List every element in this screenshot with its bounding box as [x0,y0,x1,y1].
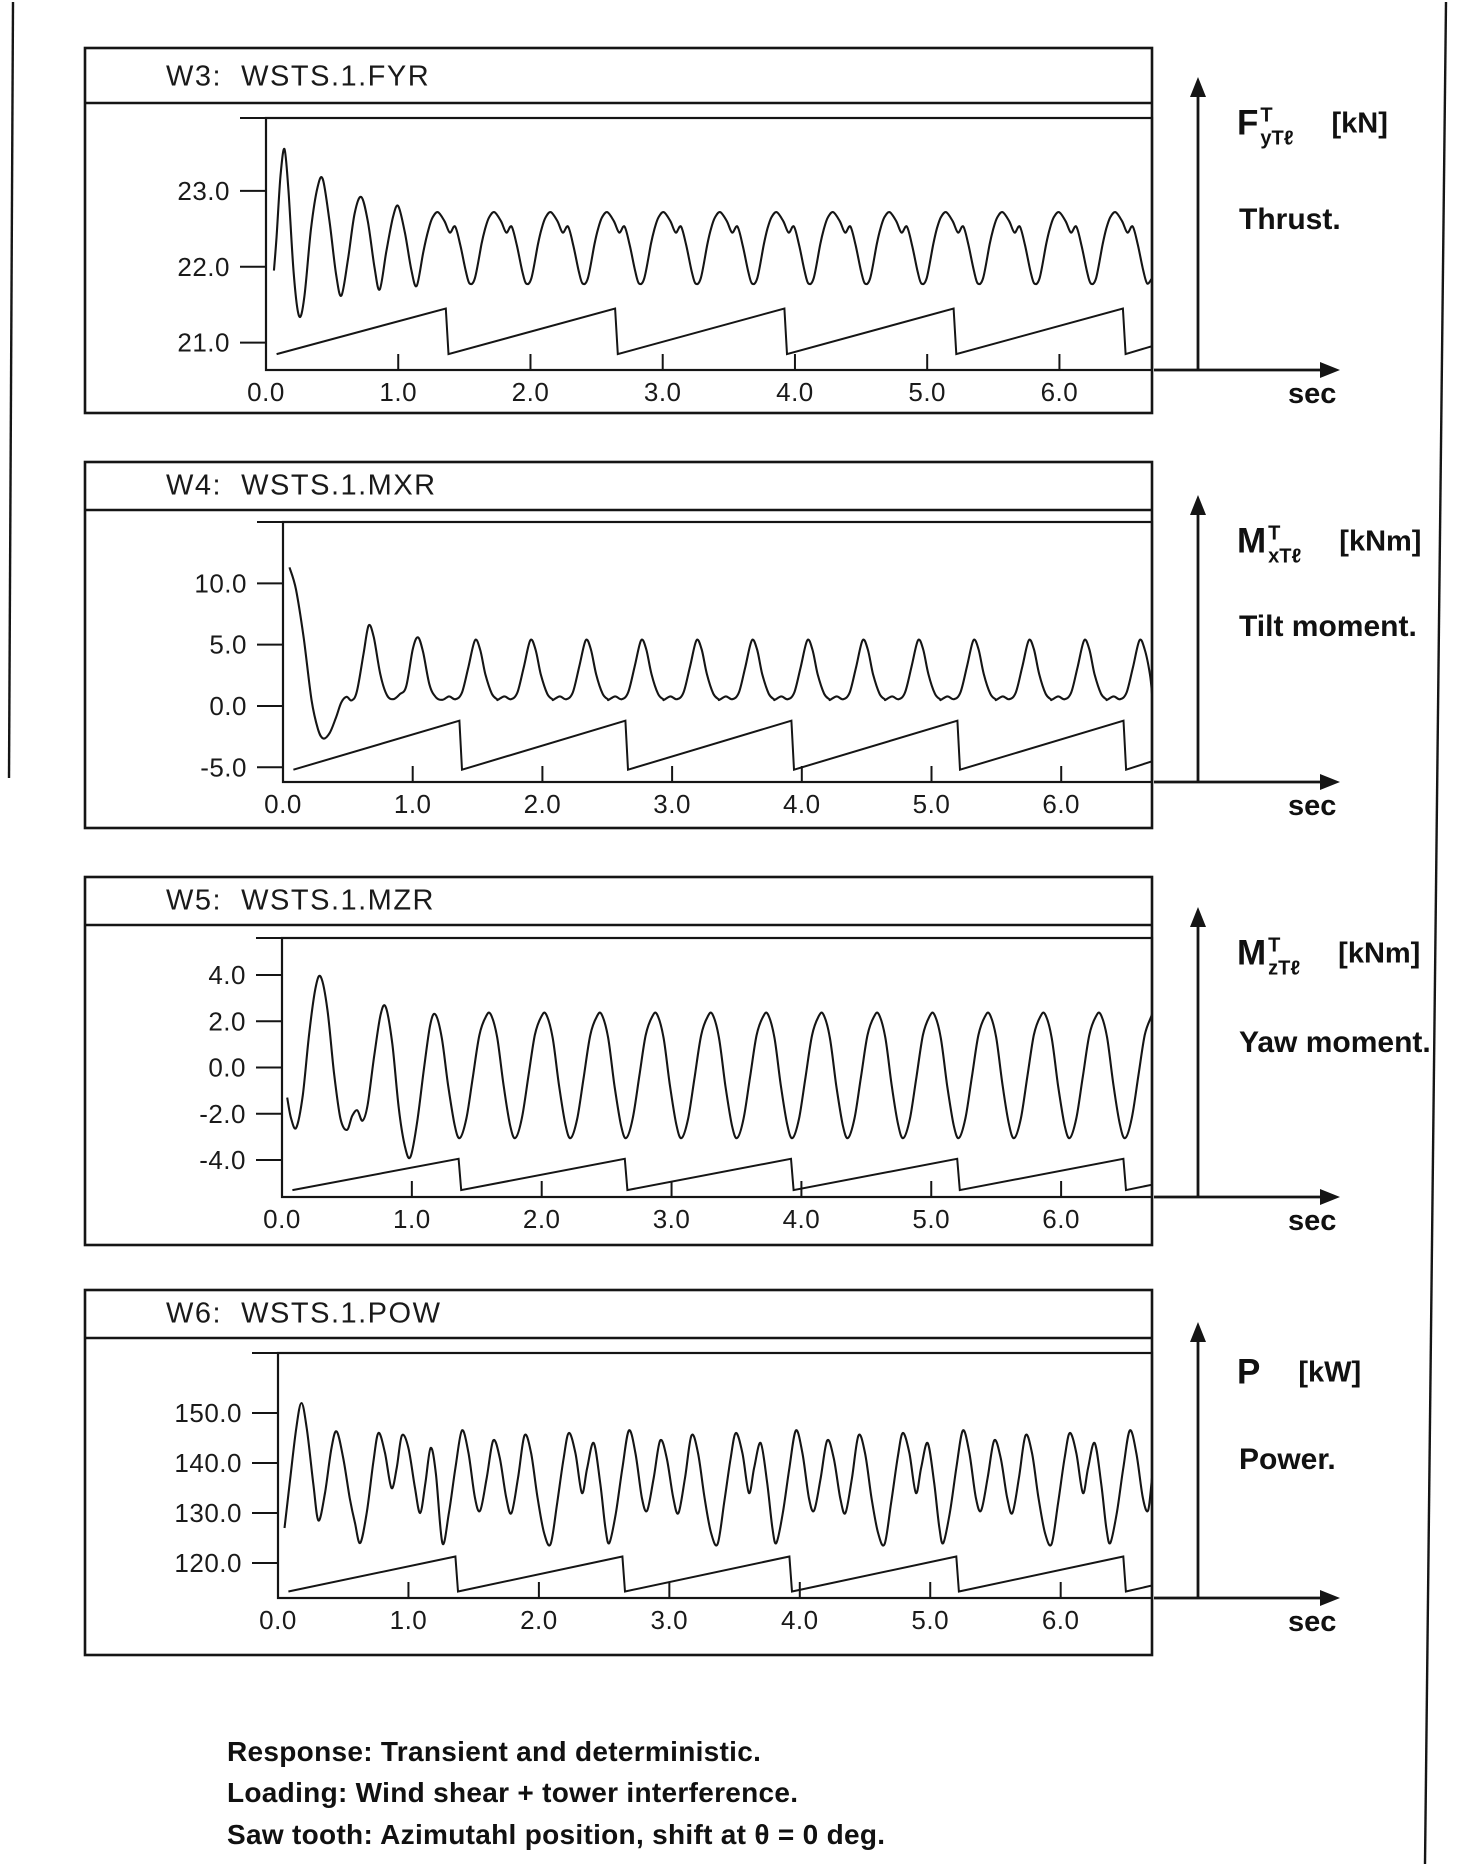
panel-w5-xtick-label: 3.0 [652,1204,691,1234]
panel-w3-xtick-label: 0.0 [247,377,285,407]
panel-w6-ytick-label: 150.0 [174,1398,242,1428]
symbol-sup: T [1268,522,1281,545]
panel-w6-xtick-label: 5.0 [911,1605,950,1635]
unit-label-thrust [1237,103,1388,150]
panel-w3-ytick-label: 22.0 [177,251,230,282]
caption-response-line: Response: Transient and deterministic. [227,1736,762,1767]
panel-title-w6: W6: WSTS.1.POW [166,1297,442,1330]
panel-w5-xtick-label: 6.0 [1042,1204,1080,1234]
panel-w3-xtick-label: 4.0 [776,377,814,407]
panel-w6-xtick-label: 6.0 [1041,1605,1080,1635]
panel-w5-xtick-label: 0.0 [263,1204,301,1234]
panel-w6-xtick-label: 1.0 [389,1605,428,1635]
page-border-left [9,2,13,778]
panel-w3-time-axis-arrowhead [1320,362,1340,378]
unit-kNm: [kNm] [1338,937,1421,970]
panel-w3-xtick-label: 6.0 [1040,377,1079,407]
symbol-sup: T [1268,934,1281,957]
panel-w5-ytick-label: -4.0 [199,1145,246,1175]
panel-w5-xtick-label: 5.0 [912,1204,951,1234]
unit-kN: [kN] [1331,107,1388,140]
unit-label-power [1237,1352,1362,1392]
panel-w6-xtick-label: 4.0 [780,1605,819,1635]
panel-w4-xtick-label: 6.0 [1042,789,1081,819]
panel-title-w3: W3: WSTS.1.FYR [166,60,431,93]
panel-w5-response-curve [287,976,1152,1158]
symbol-M: M [1237,933,1267,973]
time-unit-label-w6: sec [1288,1606,1337,1638]
panel-w6-axes-frame [278,1353,1152,1598]
panel-w3-axes-frame [266,118,1152,370]
panel-w6-ytick-label: 130.0 [174,1498,242,1528]
time-unit-label-w4: sec [1288,790,1337,822]
symbol-sup: T [1260,104,1273,127]
symbol-sub: xTℓ [1268,545,1302,568]
panel-w6-xtick-label: 3.0 [650,1605,689,1635]
panel-w3-azimuth-sawtooth-curve [277,309,1152,355]
panel-w4-time-axis-arrowhead [1320,774,1340,790]
panel-w4-xtick-label: 3.0 [653,789,691,819]
panel-w6-ytick-label: 140.0 [174,1448,242,1478]
panel-w5-azimuth-sawtooth-curve [292,1159,1152,1190]
panel-w4-xtick-label: 4.0 [782,789,821,819]
panel-w4-xtick-label: 2.0 [523,789,562,819]
symbol-P: P [1237,1352,1261,1392]
panel-w6-azimuth-sawtooth-curve [288,1557,1152,1592]
symbol-F: F [1237,103,1259,143]
panel-w5-time-axis-arrowhead [1320,1189,1340,1205]
panel-w3-xtick-label: 1.0 [379,377,418,407]
symbol-sub: zTℓ [1268,957,1301,980]
panel-w3-response-curve [274,149,1152,317]
panel-w4-ytick-label: 0.0 [209,690,247,721]
panel-title-w4: W4: WSTS.1.MXR [166,469,437,502]
caption-loading-line: Loading: Wind shear + tower interference. [227,1777,799,1808]
panel-w3-unit-axis-arrowhead [1190,77,1206,97]
quantity-desc-yaw: Yaw moment. [1239,1026,1431,1059]
panel-w6-unit-axis-arrowhead [1190,1322,1206,1342]
panel-title-w5: W5: WSTS.1.MZR [166,884,435,917]
symbol-M: M [1237,521,1267,561]
panel-w6-xtick-label: 2.0 [520,1605,558,1635]
panel-w5-ytick-label: 2.0 [208,1006,246,1037]
panel-w3-xtick-label: 2.0 [511,377,550,407]
unit-kW: [kW] [1298,1356,1362,1389]
panel-w4-xtick-label: 0.0 [264,789,302,819]
quantity-desc-thrust: Thrust. [1239,203,1341,236]
panel-w3-ytick-label: 23.0 [177,175,230,206]
panel-w6-border [85,1290,1152,1655]
unit-label-yaw [1237,933,1421,980]
panel-w5-ytick-label: 0.0 [208,1052,246,1083]
unit-kNm: [kNm] [1339,525,1422,558]
panel-w3-xtick-label: 5.0 [908,377,947,407]
panel-w4-ytick-label: -5.0 [200,752,247,783]
panel-w6-response-curve [285,1403,1152,1546]
panel-w4-xtick-label: 1.0 [393,789,432,819]
panel-w5-axes-frame [282,938,1152,1197]
panel-w5-ytick-label: -2.0 [199,1098,246,1129]
panel-w4-ytick-label: 10.0 [194,568,247,599]
panel-w4-ytick-label: 5.0 [209,629,247,660]
panel-w4-azimuth-sawtooth-curve [293,721,1152,770]
unit-label-tilt [1237,521,1422,568]
caption-sawtooth-line: Saw tooth: Azimutahl position, shift at θ = 0 deg. [227,1819,886,1850]
panel-w5-xtick-label: 1.0 [393,1204,431,1234]
panel-w5-xtick-label: 4.0 [782,1204,821,1234]
panel-w6-time-axis-arrowhead [1320,1590,1340,1606]
panel-w5-ytick-label: 4.0 [208,960,246,990]
panel-w4-xtick-label: 5.0 [912,789,951,819]
panel-w5-unit-axis-arrowhead [1190,907,1206,927]
page-border-right [1425,2,1446,1864]
panel-w3-ytick-label: 21.0 [177,327,230,358]
time-unit-label-w5: sec [1288,1205,1337,1237]
panel-w4-response-curve [289,567,1152,738]
quantity-desc-power: Power. [1239,1443,1336,1476]
time-unit-label-w3: sec [1288,378,1337,410]
panel-w4-unit-axis-arrowhead [1190,495,1206,515]
panel-w3-xtick-label: 3.0 [643,377,682,407]
quantity-desc-tilt: Tilt moment. [1239,610,1417,643]
panel-w5-xtick-label: 2.0 [522,1204,561,1234]
symbol-sub: yTℓ [1260,127,1294,150]
panel-w6-ytick-label: 120.0 [174,1548,242,1578]
panel-w6-xtick-label: 0.0 [259,1605,297,1635]
